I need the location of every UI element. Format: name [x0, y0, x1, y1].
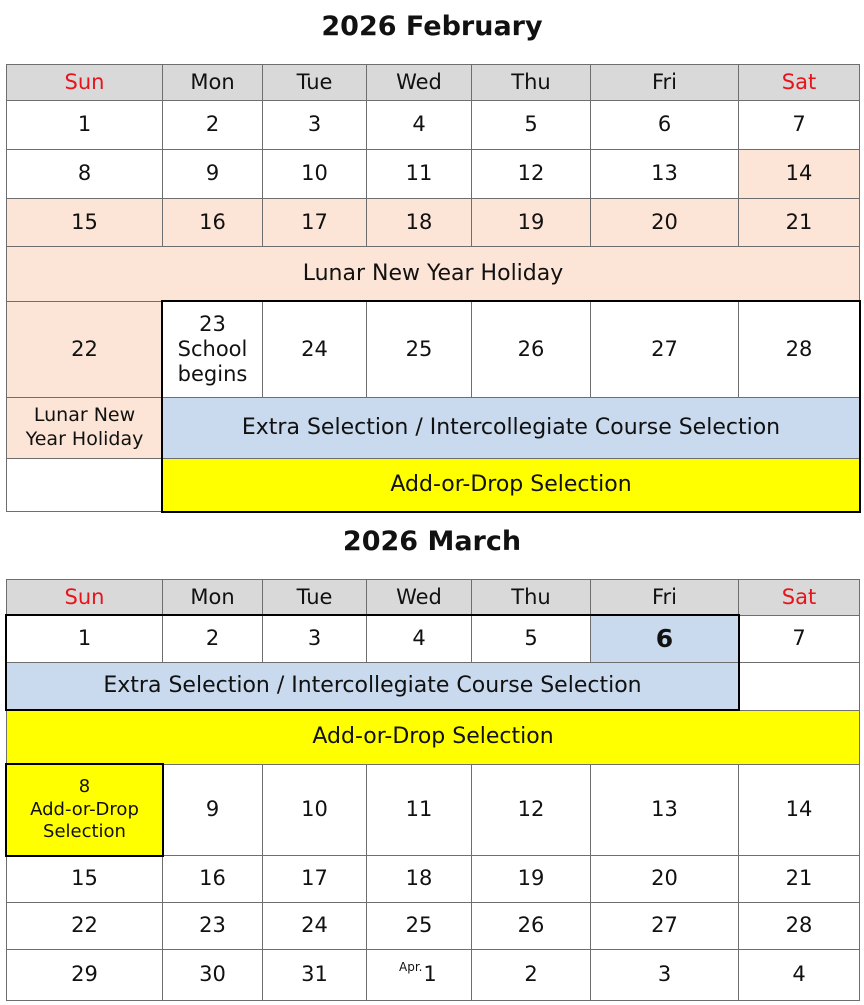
feb-day-6: 6	[590, 100, 739, 150]
feb-weekday-tue: Tue	[262, 64, 367, 101]
feb-day-19: 19	[471, 198, 591, 247]
feb-day-22: 22	[6, 301, 163, 398]
mar-day-16: 16	[162, 855, 263, 903]
mar-weekday-tue: Tue	[262, 579, 367, 616]
apr-day-2: 2	[471, 949, 591, 1001]
apr-day-3: 3	[590, 949, 739, 1001]
mar-day-7: 7	[738, 615, 860, 663]
feb-weekday-thu: Thu	[471, 64, 591, 101]
mar-empty-cell	[738, 662, 860, 711]
feb-day-8: 8	[6, 149, 163, 199]
mar-day-26: 26	[471, 902, 591, 950]
feb-day-26: 26	[471, 301, 591, 398]
lunar-new-year-band: Lunar New Year Holiday	[6, 246, 860, 302]
mar-day-24: 24	[262, 902, 367, 950]
add-drop-line2: Selection	[43, 821, 126, 843]
mar-day-12: 12	[471, 764, 591, 856]
feb-weekday-fri: Fri	[590, 64, 739, 101]
mar-day-31: 31	[262, 949, 367, 1001]
mar-day-29: 29	[6, 949, 163, 1001]
holiday-line2: Year Holiday	[25, 428, 144, 450]
feb-day-21: 21	[738, 198, 860, 247]
apr-label: Apr.	[399, 960, 423, 974]
day-number: 8	[78, 776, 91, 798]
feb-empty-cell	[6, 458, 163, 512]
mar-day-21: 21	[738, 855, 860, 903]
feb-day-11: 11	[366, 149, 472, 199]
mar-weekday-wed: Wed	[366, 579, 472, 616]
apr-day-1	[366, 949, 472, 1001]
holiday-line1: Lunar New	[33, 404, 136, 427]
feb-day-27: 27	[590, 301, 739, 398]
day-number: 23	[199, 311, 226, 336]
mar-day-13: 13	[590, 764, 739, 856]
feb-day-20: 20	[590, 198, 739, 247]
mar-day-11: 11	[366, 764, 472, 856]
feb-extra-selection-band: Extra Selection / Intercollegiate Course Selection	[162, 397, 860, 459]
feb-day-24: 24	[262, 301, 367, 398]
mar-weekday-fri: Fri	[590, 579, 739, 616]
feb-day-12: 12	[471, 149, 591, 199]
mar-weekday-mon: Mon	[162, 579, 263, 616]
mar-day-9: 9	[162, 764, 263, 856]
mar-day-8-add-drop	[6, 764, 163, 856]
february-title: 2026 February	[321, 11, 543, 42]
apr-day-4: 4	[738, 949, 860, 1001]
feb-day-18: 18	[366, 198, 472, 247]
mar-day-30: 30	[162, 949, 263, 1001]
mar-day-6: 6	[590, 615, 739, 663]
school-begins-line2: begins	[177, 362, 248, 387]
feb-day-25: 25	[366, 301, 472, 398]
school-begins-line1: School	[177, 336, 248, 361]
feb-weekday-sat: Sat	[738, 64, 860, 101]
feb-day-2: 2	[162, 100, 263, 150]
march-title: 2026 March	[342, 526, 522, 557]
feb-day-16: 16	[162, 198, 263, 247]
mar-day-25: 25	[366, 902, 472, 950]
mar-day-1: 1	[6, 615, 163, 663]
mar-day-17: 17	[262, 855, 367, 903]
mar-day-10: 10	[262, 764, 367, 856]
mar-day-22: 22	[6, 902, 163, 950]
mar-day-4: 4	[366, 615, 472, 663]
mar-day-19: 19	[471, 855, 591, 903]
mar-weekday-thu: Thu	[471, 579, 591, 616]
feb-weekday-wed: Wed	[366, 64, 472, 101]
feb-day-14: 14	[738, 149, 860, 199]
feb-day-15: 15	[6, 198, 163, 247]
mar-day-20: 20	[590, 855, 739, 903]
feb-weekday-mon: Mon	[162, 64, 263, 101]
feb-day-10: 10	[262, 149, 367, 199]
feb-weekday-sun: Sun	[6, 64, 163, 101]
feb-day-9: 9	[162, 149, 263, 199]
feb-day-1: 1	[6, 100, 163, 150]
feb-day-3: 3	[262, 100, 367, 150]
mar-day-2: 2	[162, 615, 263, 663]
mar-day-27: 27	[590, 902, 739, 950]
mar-day-14: 14	[738, 764, 860, 856]
mar-day-5: 5	[471, 615, 591, 663]
mar-day-3: 3	[262, 615, 367, 663]
mar-add-drop-band: Add-or-Drop Selection	[6, 710, 860, 765]
mar-weekday-sun: Sun	[6, 579, 163, 616]
mar-day-15: 15	[6, 855, 163, 903]
feb-day-5: 5	[471, 100, 591, 150]
feb-day-13: 13	[590, 149, 739, 199]
mar-extra-selection-band: Extra Selection / Intercollegiate Course Selection	[6, 662, 739, 711]
mar-day-18: 18	[366, 855, 472, 903]
add-drop-line1: Add-or-Drop	[30, 798, 139, 820]
feb-day-17: 17	[262, 198, 367, 247]
feb-day-28: 28	[738, 301, 860, 398]
feb-add-drop-band: Add-or-Drop Selection	[162, 458, 860, 512]
mar-weekday-sat: Sat	[738, 579, 860, 616]
feb-day-23-school-begins	[162, 301, 263, 398]
lunar-new-year-holiday-cell	[6, 397, 163, 459]
day-number: 1	[423, 962, 437, 987]
feb-day-7: 7	[738, 100, 860, 150]
feb-day-4: 4	[366, 100, 472, 150]
mar-day-28: 28	[738, 902, 860, 950]
mar-day-23: 23	[162, 902, 263, 950]
